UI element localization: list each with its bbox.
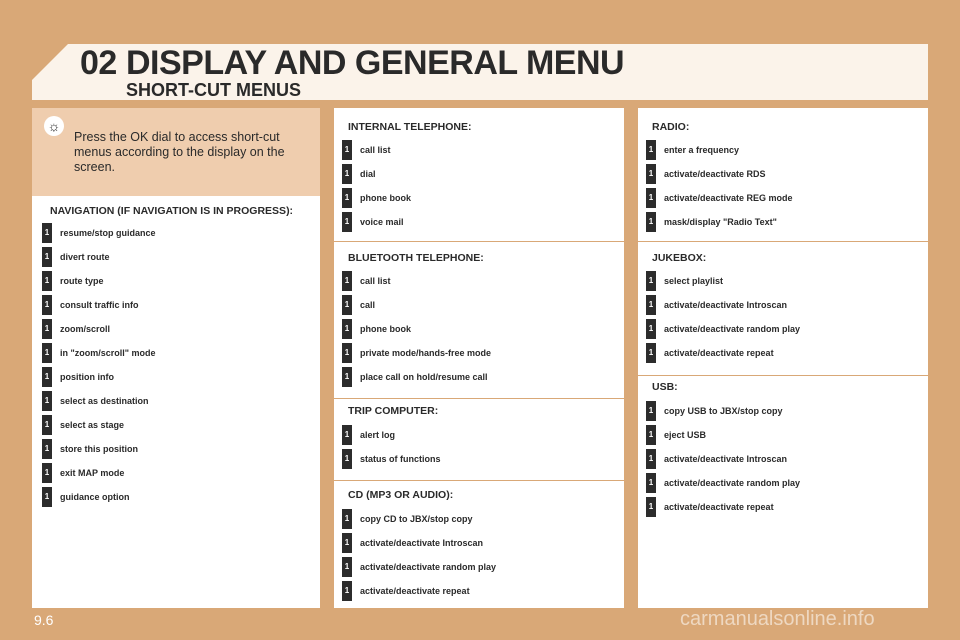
step-badge: 1 (646, 164, 656, 184)
step-badge: 1 (42, 223, 52, 243)
page-subtitle: SHORT-CUT MENUS (126, 80, 301, 100)
step-badge: 1 (42, 367, 52, 387)
divider (334, 398, 624, 399)
divider (334, 480, 624, 481)
step-badge: 1 (646, 497, 656, 517)
divider (334, 241, 624, 242)
step-badge: 1 (42, 247, 52, 267)
step-badge: 1 (342, 533, 352, 553)
list-item-label: phone book (360, 193, 411, 203)
step-badge: 1 (646, 449, 656, 469)
list-item-label: voice mail (360, 217, 404, 227)
list-item-label: dial (360, 169, 376, 179)
section-title-internal-telephone: INTERNAL TELEPHONE: (348, 121, 472, 133)
right-panel (638, 108, 928, 608)
list-item-label: place call on hold/resume call (360, 372, 488, 382)
step-badge: 1 (342, 319, 352, 339)
list-item-label: activate/deactivate repeat (360, 586, 470, 596)
list-item-label: divert route (60, 252, 110, 262)
list-item-label: activate/deactivate random play (360, 562, 497, 572)
step-badge: 1 (342, 188, 352, 208)
middle-panel (334, 108, 624, 608)
list-item-label: select as destination (60, 396, 149, 406)
step-badge: 1 (646, 473, 656, 493)
section-title-jukebox: JUKEBOX: (652, 252, 707, 264)
list-item-label: call list (360, 276, 391, 286)
list-item-label: route type (60, 276, 104, 286)
step-badge: 1 (342, 581, 352, 601)
list-item-label: select as stage (60, 420, 125, 430)
step-badge: 1 (42, 343, 52, 363)
step-badge: 1 (342, 449, 352, 469)
list-item-label: in "zoom/scroll" mode (60, 348, 156, 358)
step-badge: 1 (646, 295, 656, 315)
list-item-label: copy USB to JBX/stop copy (664, 406, 783, 416)
step-badge: 1 (342, 271, 352, 291)
step-badge: 1 (646, 319, 656, 339)
section-title-cd: CD (MP3 OR AUDIO): (348, 489, 454, 501)
page-number: 9.6 (34, 612, 54, 628)
step-badge: 1 (342, 367, 352, 387)
list-item-label: private mode/hands-free mode (360, 348, 492, 358)
step-badge: 1 (646, 140, 656, 160)
list-item-label: eject USB (664, 430, 707, 440)
list-item-label: status of functions (360, 454, 441, 464)
list-item-label: zoom/scroll (60, 324, 111, 334)
step-badge: 1 (646, 271, 656, 291)
list-item-label: activate/deactivate repeat (664, 502, 774, 512)
step-badge: 1 (342, 295, 352, 315)
list-item-label: activate/deactivate random play (664, 478, 801, 488)
list-item-label: mask/display "Radio Text" (664, 217, 777, 227)
section-title-navigation: NAVIGATION (IF NAVIGATION IS IN PROGRESS): (50, 205, 294, 217)
section-title-radio: RADIO: (652, 121, 690, 133)
list-item-label: activate/deactivate RDS (664, 169, 766, 179)
list-item-label: position info (60, 372, 114, 382)
step-badge: 1 (42, 295, 52, 315)
list-item-label: activate/deactivate Introscan (664, 454, 788, 464)
list-item-label: copy CD to JBX/stop copy (360, 514, 473, 524)
step-badge: 1 (342, 140, 352, 160)
step-badge: 1 (342, 343, 352, 363)
list-item-label: guidance option (60, 492, 130, 502)
step-badge: 1 (646, 188, 656, 208)
list-item-label: phone book (360, 324, 411, 334)
list-item-label: resume/stop guidance (60, 228, 156, 238)
list-item-label: select playlist (664, 276, 724, 286)
section-title-bluetooth-telephone: BLUETOOTH TELEPHONE: (348, 252, 484, 264)
step-badge: 1 (42, 463, 52, 483)
divider (638, 241, 928, 242)
step-badge: 1 (42, 487, 52, 507)
step-badge: 1 (646, 343, 656, 363)
list-item-label: activate/deactivate repeat (664, 348, 774, 358)
step-badge: 1 (42, 415, 52, 435)
step-badge: 1 (42, 319, 52, 339)
step-badge: 1 (42, 271, 52, 291)
list-item-label: store this position (60, 444, 139, 454)
list-item-label: activate/deactivate Introscan (664, 300, 788, 310)
lightbulb-icon: ☼ (44, 116, 64, 136)
list-item-label: exit MAP mode (60, 468, 125, 478)
list-item-label: consult traffic info (60, 300, 139, 310)
page-title: DISPLAY AND GENERAL MENU (126, 44, 625, 82)
step-badge: 1 (646, 401, 656, 421)
step-badge: 1 (342, 164, 352, 184)
divider (638, 375, 928, 376)
list-item-label: call (360, 300, 376, 310)
list-item-label: activate/deactivate Introscan (360, 538, 484, 548)
step-badge: 1 (42, 391, 52, 411)
list-item-label: alert log (360, 430, 396, 440)
step-badge: 1 (646, 425, 656, 445)
step-badge: 1 (646, 212, 656, 232)
list-item-label: enter a frequency (664, 145, 740, 155)
chapter-number: 02 (80, 44, 117, 82)
list-item-label: activate/deactivate random play (664, 324, 801, 334)
step-badge: 1 (342, 212, 352, 232)
list-item-label: activate/deactivate REG mode (664, 193, 793, 203)
step-badge: 1 (42, 439, 52, 459)
step-badge: 1 (342, 557, 352, 577)
section-title-trip-computer: TRIP COMPUTER: (348, 405, 439, 417)
section-title-usb: USB: (652, 381, 678, 393)
list-item-label: call list (360, 145, 391, 155)
step-badge: 1 (342, 509, 352, 529)
step-badge: 1 (342, 425, 352, 445)
watermark: carmanualsonline.info (680, 608, 875, 630)
tip-text: Press the OK dial to access short-cut menus according to the display on the screen. (74, 130, 285, 174)
